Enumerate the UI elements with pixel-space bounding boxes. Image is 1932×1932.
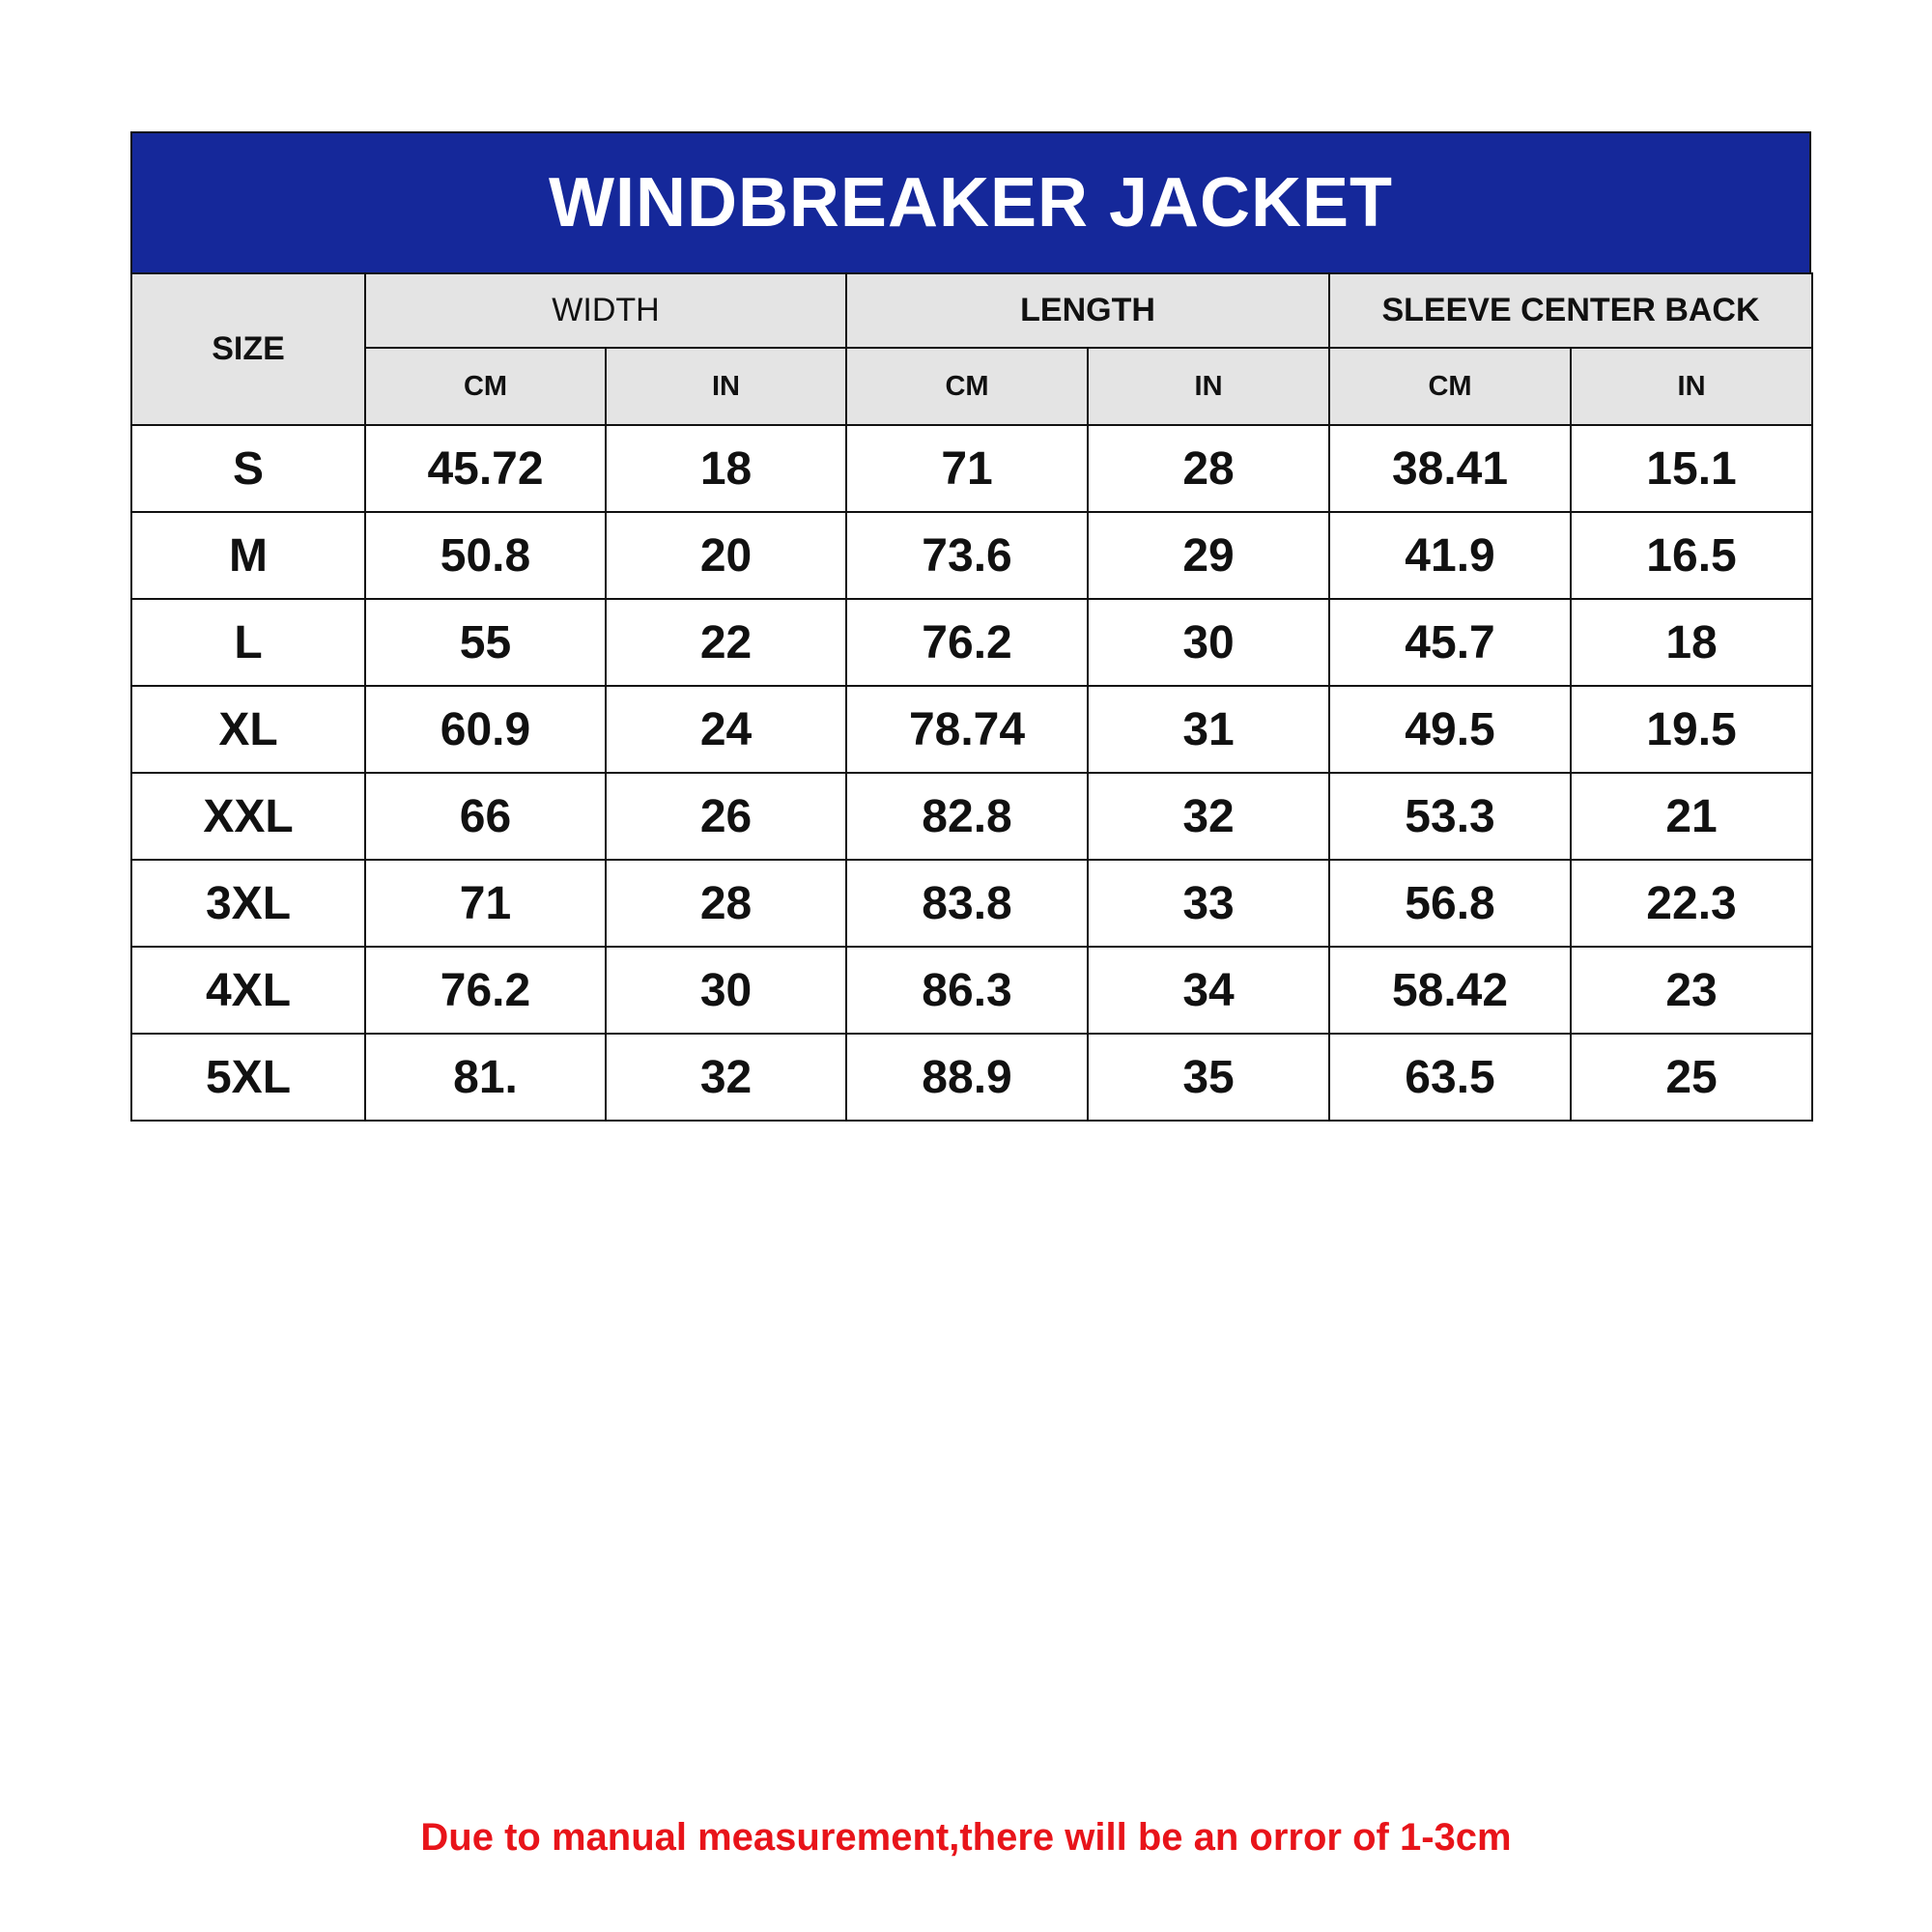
cell-sleeve-in: 21 bbox=[1571, 773, 1812, 860]
table-row bbox=[131, 686, 1812, 773]
unit-header-length-cm: CM bbox=[846, 348, 1088, 425]
cell-length-cm: 86.3 bbox=[846, 947, 1088, 1034]
table-row bbox=[131, 860, 1812, 947]
chart-title: WINDBREAKER JACKET bbox=[130, 131, 1811, 272]
cell-length-cm: 82.8 bbox=[846, 773, 1088, 860]
unit-header-sleeve-cm: CM bbox=[1329, 348, 1571, 425]
cell-size: M bbox=[131, 512, 365, 599]
cell-sleeve-cm: 41.9 bbox=[1329, 512, 1571, 599]
unit-header-sleeve-in: IN bbox=[1571, 348, 1812, 425]
cell-width-in: 32 bbox=[606, 1034, 846, 1121]
cell-sleeve-in: 15.1 bbox=[1571, 425, 1812, 512]
unit-header-length-in: IN bbox=[1088, 348, 1329, 425]
cell-length-in: 33 bbox=[1088, 860, 1329, 947]
cell-sleeve-cm: 38.41 bbox=[1329, 425, 1571, 512]
size-chart bbox=[130, 131, 1811, 1122]
cell-width-cm: 76.2 bbox=[365, 947, 606, 1034]
cell-width-cm: 60.9 bbox=[365, 686, 606, 773]
cell-length-in: 31 bbox=[1088, 686, 1329, 773]
cell-length-cm: 76.2 bbox=[846, 599, 1088, 686]
cell-width-cm: 55 bbox=[365, 599, 606, 686]
cell-width-in: 18 bbox=[606, 425, 846, 512]
cell-width-in: 20 bbox=[606, 512, 846, 599]
cell-sleeve-cm: 58.42 bbox=[1329, 947, 1571, 1034]
cell-width-cm: 81. bbox=[365, 1034, 606, 1121]
cell-sleeve-in: 22.3 bbox=[1571, 860, 1812, 947]
table-row bbox=[131, 425, 1812, 512]
cell-length-in: 30 bbox=[1088, 599, 1329, 686]
group-header-length: LENGTH bbox=[846, 273, 1329, 348]
cell-length-in: 34 bbox=[1088, 947, 1329, 1034]
cell-size: XXL bbox=[131, 773, 365, 860]
cell-width-cm: 50.8 bbox=[365, 512, 606, 599]
cell-size: XL bbox=[131, 686, 365, 773]
cell-length-in: 28 bbox=[1088, 425, 1329, 512]
cell-sleeve-in: 25 bbox=[1571, 1034, 1812, 1121]
cell-size: 3XL bbox=[131, 860, 365, 947]
measurement-note: Due to manual measurement,there will be an orror of 1-3cm bbox=[420, 1816, 1512, 1859]
table-row bbox=[131, 1034, 1812, 1121]
cell-sleeve-cm: 56.8 bbox=[1329, 860, 1571, 947]
size-header: SIZE bbox=[131, 273, 365, 425]
cell-length-cm: 71 bbox=[846, 425, 1088, 512]
table-row bbox=[131, 599, 1812, 686]
cell-length-in: 35 bbox=[1088, 1034, 1329, 1121]
cell-width-in: 22 bbox=[606, 599, 846, 686]
cell-width-cm: 45.72 bbox=[365, 425, 606, 512]
table-row bbox=[131, 947, 1812, 1034]
unit-header-width-in: IN bbox=[606, 348, 846, 425]
cell-sleeve-in: 16.5 bbox=[1571, 512, 1812, 599]
cell-width-in: 30 bbox=[606, 947, 846, 1034]
cell-width-cm: 71 bbox=[365, 860, 606, 947]
cell-width-in: 26 bbox=[606, 773, 846, 860]
cell-size: L bbox=[131, 599, 365, 686]
cell-sleeve-cm: 45.7 bbox=[1329, 599, 1571, 686]
cell-sleeve-in: 23 bbox=[1571, 947, 1812, 1034]
cell-sleeve-in: 18 bbox=[1571, 599, 1812, 686]
cell-size: 5XL bbox=[131, 1034, 365, 1121]
cell-width-in: 24 bbox=[606, 686, 846, 773]
cell-width-cm: 66 bbox=[365, 773, 606, 860]
cell-width-in: 28 bbox=[606, 860, 846, 947]
header-row-units bbox=[131, 348, 1812, 425]
unit-header-width-cm: CM bbox=[365, 348, 606, 425]
group-header-sleeve: SLEEVE CENTER BACK bbox=[1329, 273, 1812, 348]
size-table bbox=[130, 272, 1813, 1122]
cell-size: 4XL bbox=[131, 947, 365, 1034]
cell-length-cm: 88.9 bbox=[846, 1034, 1088, 1121]
table-row bbox=[131, 773, 1812, 860]
group-header-width: WIDTH bbox=[365, 273, 846, 348]
table-body bbox=[131, 425, 1812, 1121]
header-row-groups bbox=[131, 273, 1812, 348]
cell-length-cm: 73.6 bbox=[846, 512, 1088, 599]
cell-length-cm: 78.74 bbox=[846, 686, 1088, 773]
cell-sleeve-cm: 63.5 bbox=[1329, 1034, 1571, 1121]
cell-sleeve-cm: 49.5 bbox=[1329, 686, 1571, 773]
cell-length-in: 29 bbox=[1088, 512, 1329, 599]
cell-length-cm: 83.8 bbox=[846, 860, 1088, 947]
cell-size: S bbox=[131, 425, 365, 512]
cell-length-in: 32 bbox=[1088, 773, 1329, 860]
table-row bbox=[131, 512, 1812, 599]
cell-sleeve-cm: 53.3 bbox=[1329, 773, 1571, 860]
cell-sleeve-in: 19.5 bbox=[1571, 686, 1812, 773]
